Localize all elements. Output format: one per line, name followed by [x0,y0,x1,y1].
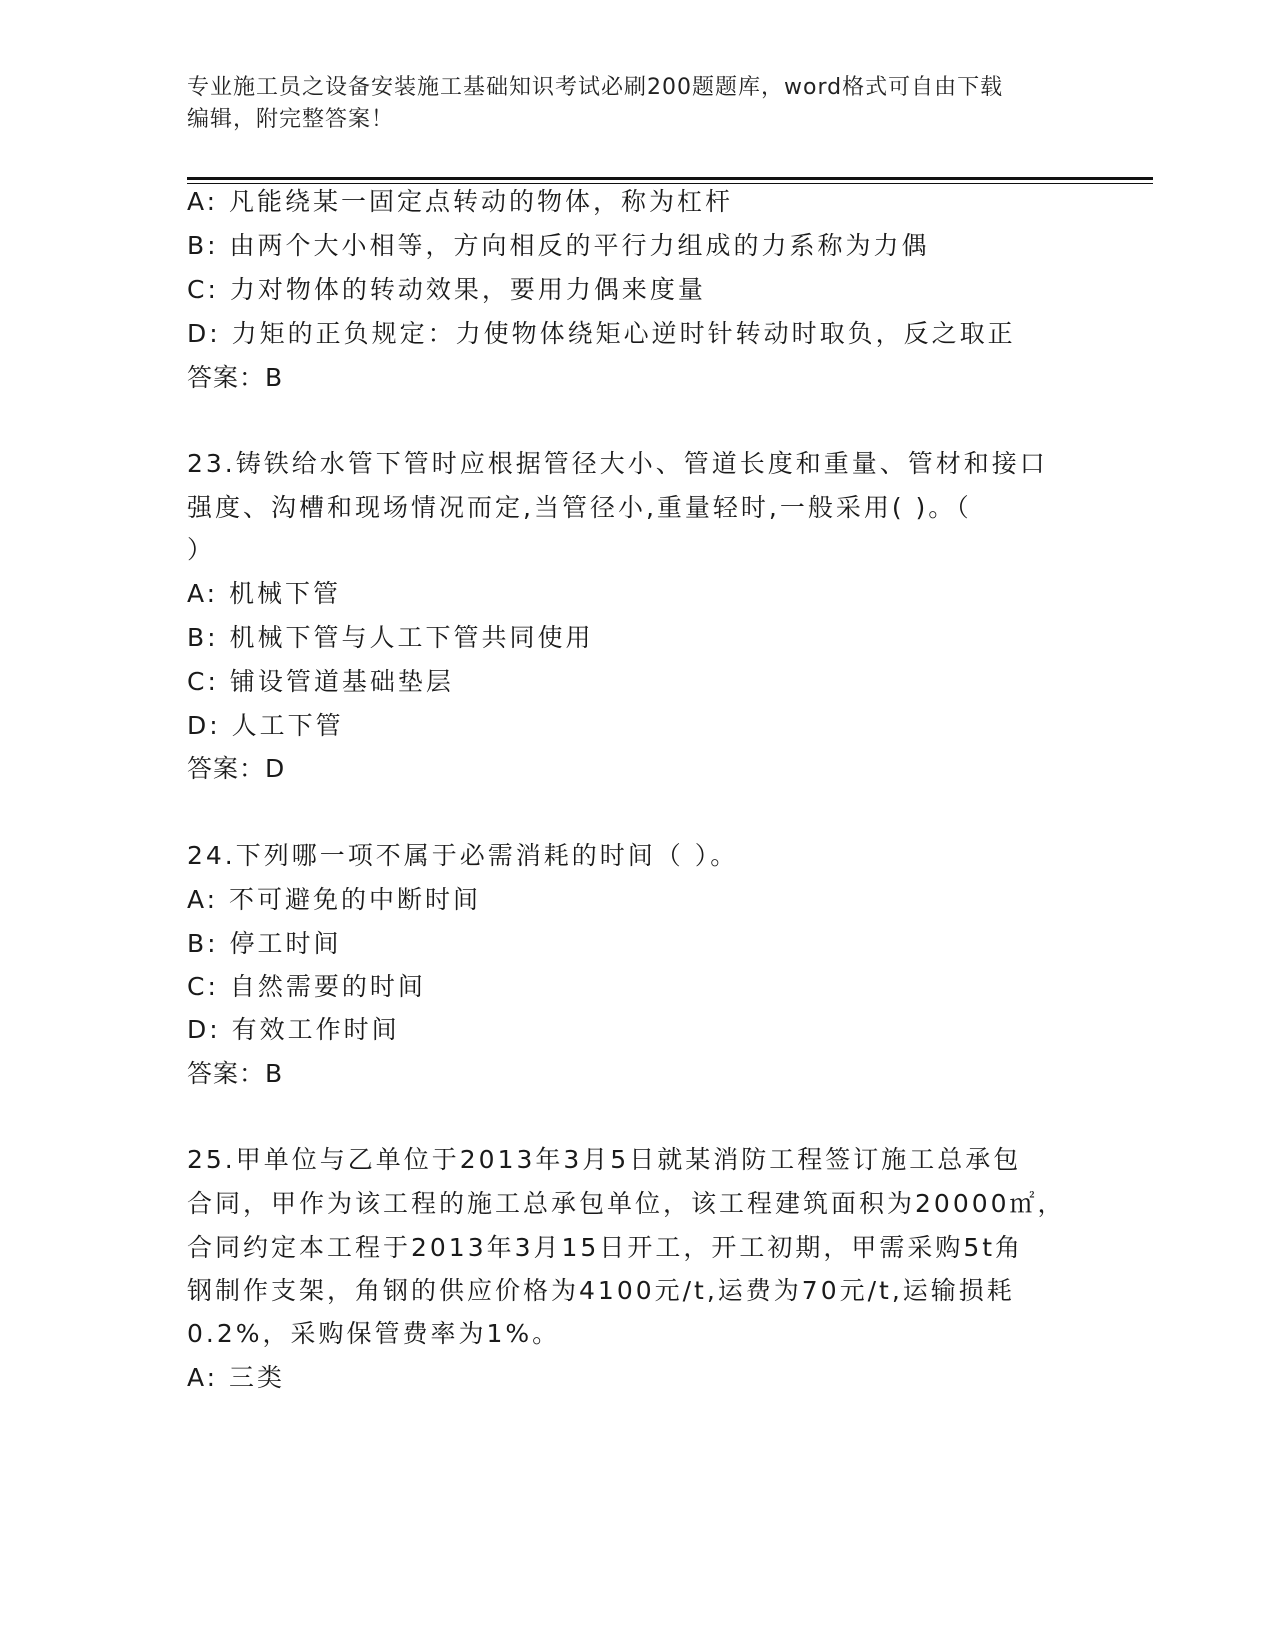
q25-stem-line-1: 25.甲单位与乙单位于2013年3月5日就某消防工程签订施工总承包 [187,1145,1022,1174]
q23-stem-line-3: ） [187,535,216,564]
q25-option-a: A: 三类 [187,1363,286,1392]
q22-option-c: C: 力对物体的转动效果，要用力偶来度量 [187,275,706,304]
q24-answer: 答案：B [187,1059,284,1088]
q22-option-d: D: 力矩的正负规定：力使物体绕矩心逆时针转动时取负，反之取正 [187,319,1016,348]
q24-option-d: D: 有效工作时间 [187,1015,400,1044]
document-header [187,72,1067,136]
header-divider-thick [187,177,1153,180]
q24-option-c: C: 自然需要的时间 [187,972,426,1001]
q23-option-a: A: 机械下管 [187,579,342,608]
q25-stem-line-3: 合同约定本工程于2013年3月15日开工，开工初期，甲需采购5t角 [187,1233,1024,1262]
q24-stem-line-1: 24.下列哪一项不属于必需消耗的时间（ ）。 [187,841,739,870]
q23-option-d: D: 人工下管 [187,711,344,740]
q23-option-c: C: 铺设管道基础垫层 [187,667,454,696]
q23-option-b: B: 机械下管与人工下管共同使用 [187,623,594,652]
q24-option-a: A: 不可避免的中断时间 [187,885,482,914]
q22-option-b: B: 由两个大小相等，方向相反的平行力组成的力系称为力偶 [187,231,930,260]
q22-answer: 答案：B [187,363,284,392]
q23-stem-line-1: 23.铸铁给水管下管时应根据管径大小、管道长度和重量、管材和接口 [187,449,1048,478]
q25-stem-line-5: 0.2%，采购保管费率为1%。 [187,1319,561,1348]
q24-option-b: B: 停工时间 [187,929,342,958]
header-title-line-2: 编辑，附完整答案！ [187,107,395,132]
q23-answer: 答案：D [187,754,286,783]
q23-stem-line-2: 强度、沟槽和现场情况而定,当管径小,重量轻时,一般采用( )。（ [187,493,972,522]
q22-option-a: A: 凡能绕某一固定点转动的物体，称为杠杆 [187,187,734,216]
header-title-line-1: 专业施工员之设备安装施工基础知识考试必刷200题题库，word格式可自由下载 [187,75,1004,100]
q25-stem-line-4: 钢制作支架，角钢的供应价格为4100元/t,运费为70元/t,运输损耗 [187,1276,1015,1305]
q25-stem-line-2: 合同，甲作为该工程的施工总承包单位，该工程建筑面积为20000㎡， [187,1189,1066,1218]
